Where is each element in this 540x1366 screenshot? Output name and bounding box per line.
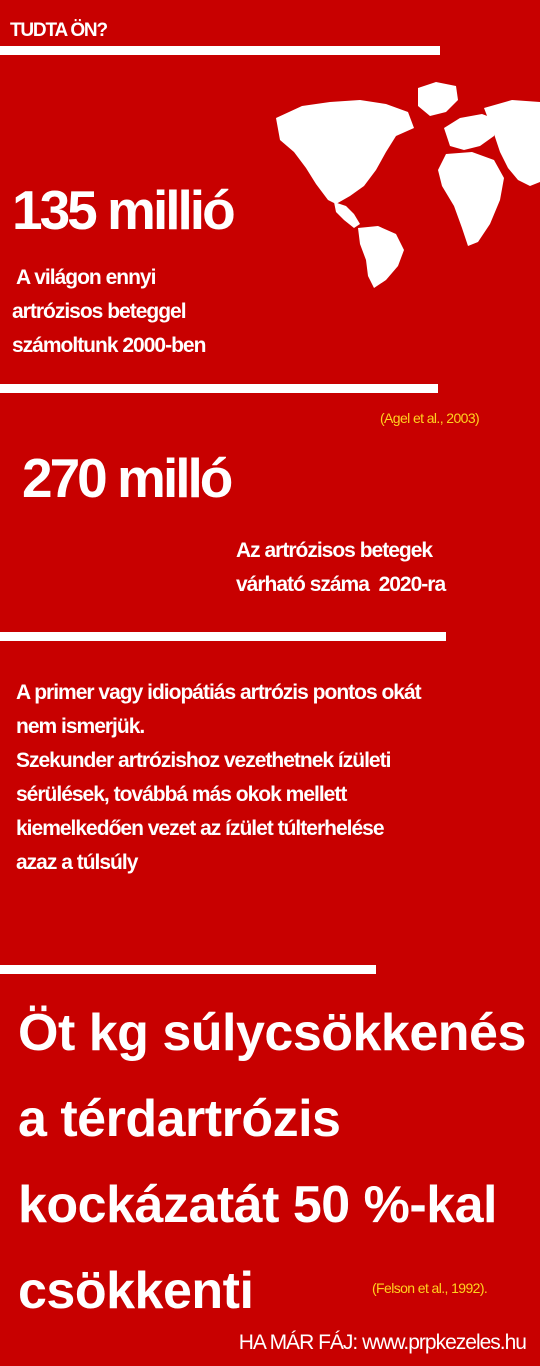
info-line: azaz a túlsúly	[16, 851, 138, 874]
info-line: nem ismerjük.	[16, 715, 145, 738]
info-line: Szekunder artrózishoz vezethetnek ízületi	[16, 749, 391, 772]
headline-line: a térdartrózis	[18, 1090, 341, 1148]
stat-2-description	[236, 534, 445, 602]
stat-2-line: várható száma 2020-ra	[236, 573, 446, 596]
info-line: A primer vagy idiopátiás artrózis pontos okát	[16, 681, 421, 704]
stat-2-line: Az artrózisos betegek	[236, 539, 433, 562]
headline-line: csökkenti	[18, 1262, 254, 1320]
headline-citation: (Felson et al., 1992).	[372, 1280, 488, 1296]
stat-1-line: számoltunk 2000-ben	[12, 334, 206, 357]
info-line: sérülések, továbbá más okok mellett	[16, 783, 347, 806]
divider-2	[0, 384, 438, 393]
world-map-icon	[268, 78, 540, 288]
page-title: TUDTA ÖN?	[10, 20, 107, 41]
footer-website-link[interactable]: HA MÁR FÁJ: www.prpkezeles.hu	[238, 1331, 526, 1354]
info-line: kiemelkedően vezet az ízület túlterhelése	[16, 817, 384, 840]
headline-line: Öt kg súlycsökkenés	[18, 1004, 526, 1062]
stat-1-line: artrózisos beteggel	[12, 300, 186, 323]
info-paragraph	[16, 676, 421, 880]
stat-2-number: 270 milló	[22, 447, 231, 509]
stat-1-description	[12, 261, 205, 363]
headline-line: kockázatát 50 %-kal	[18, 1176, 497, 1234]
divider-4	[0, 965, 376, 974]
divider-1	[0, 46, 440, 55]
stat-1-number: 135 millió	[12, 179, 233, 241]
stat-1-line: A világon ennyi	[16, 266, 156, 289]
stat-1-citation: (Agel et al., 2003)	[380, 410, 480, 426]
divider-3	[0, 632, 446, 641]
